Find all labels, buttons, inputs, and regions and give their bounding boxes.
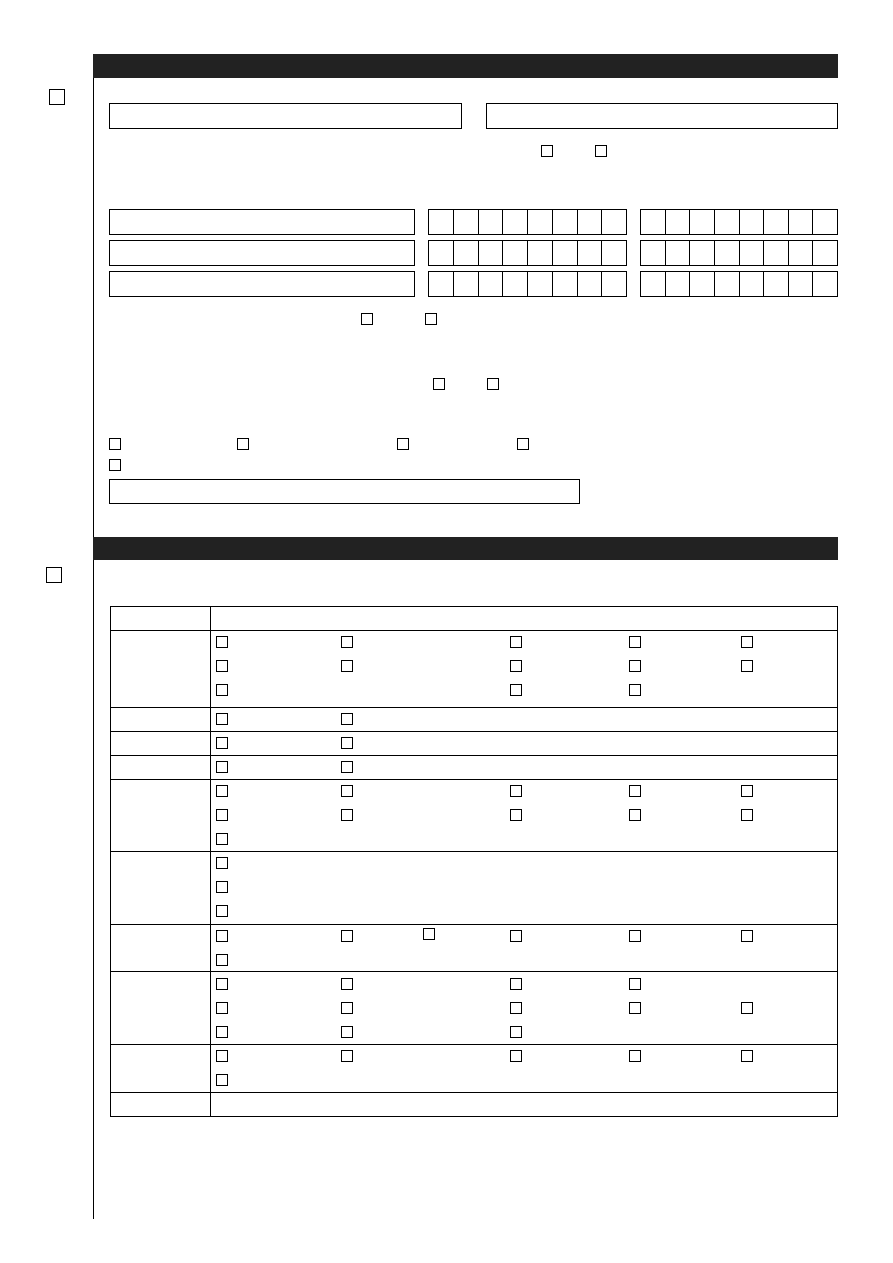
table-checkbox[interactable] — [216, 684, 228, 696]
table-checkbox[interactable] — [510, 809, 522, 821]
table-checkbox[interactable] — [510, 978, 522, 990]
option-yes-3[interactable] — [433, 378, 445, 390]
table-checkbox[interactable] — [629, 1002, 641, 1014]
option-no-3[interactable] — [487, 378, 499, 390]
table-checkbox[interactable] — [216, 905, 228, 917]
option-yes-1[interactable] — [541, 145, 553, 157]
table-checkbox[interactable] — [510, 1002, 522, 1014]
table-checkbox[interactable] — [341, 785, 353, 797]
table-checkbox[interactable] — [341, 1050, 353, 1062]
table-checkbox[interactable] — [510, 636, 522, 648]
option-d[interactable] — [517, 438, 529, 450]
digit-field-a-row-1[interactable] — [428, 209, 627, 235]
option-a[interactable] — [109, 438, 121, 450]
table-checkbox[interactable] — [423, 928, 435, 940]
table-checkbox[interactable] — [629, 684, 641, 696]
digit-field-a-row-2[interactable] — [428, 240, 627, 266]
table-checkbox[interactable] — [341, 978, 353, 990]
table-checkbox[interactable] — [510, 1050, 522, 1062]
table-checkbox[interactable] — [510, 684, 522, 696]
table-checkbox[interactable] — [629, 809, 641, 821]
table-checkbox[interactable] — [341, 636, 353, 648]
table-checkbox[interactable] — [216, 978, 228, 990]
table-checkbox[interactable] — [216, 660, 228, 672]
table-checkbox[interactable] — [216, 713, 228, 725]
table-checkbox[interactable] — [216, 1002, 228, 1014]
other-specify-field[interactable] — [109, 479, 580, 504]
field-name-left[interactable] — [109, 103, 462, 129]
text-field-row-2[interactable] — [109, 240, 415, 266]
table-row-line — [110, 1092, 838, 1093]
table-checkbox[interactable] — [216, 809, 228, 821]
table-checkbox[interactable] — [341, 930, 353, 942]
table-checkbox[interactable] — [741, 1050, 753, 1062]
option-no-2[interactable] — [425, 313, 437, 325]
table-checkbox[interactable] — [341, 1002, 353, 1014]
table-row-line — [110, 707, 838, 708]
table-checkbox[interactable] — [216, 1050, 228, 1062]
digit-field-a-row-3[interactable] — [428, 271, 627, 297]
table-row-line — [110, 971, 838, 972]
table-row-line — [110, 1044, 838, 1045]
table-checkbox[interactable] — [341, 1026, 353, 1038]
digit-field-b-row-3[interactable] — [640, 271, 838, 297]
section-1-header-bar — [93, 54, 838, 78]
section-1-checkbox[interactable] — [49, 89, 65, 105]
option-b[interactable] — [237, 438, 249, 450]
digit-field-b-row-1[interactable] — [640, 209, 838, 235]
table-checkbox[interactable] — [216, 833, 228, 845]
table-checkbox[interactable] — [341, 809, 353, 821]
table-checkbox[interactable] — [341, 713, 353, 725]
table-checkbox[interactable] — [510, 930, 522, 942]
option-no-1[interactable] — [595, 145, 607, 157]
table-checkbox[interactable] — [341, 660, 353, 672]
table-checkbox[interactable] — [216, 636, 228, 648]
table-checkbox[interactable] — [216, 881, 228, 893]
table-checkbox[interactable] — [741, 660, 753, 672]
table-checkbox[interactable] — [741, 930, 753, 942]
table-row-line — [110, 731, 838, 732]
option-yes-2[interactable] — [361, 313, 373, 325]
digit-field-b-row-2[interactable] — [640, 240, 838, 266]
table-row-line — [110, 851, 838, 852]
section-2-checkbox[interactable] — [46, 567, 62, 583]
left-margin-rule — [93, 54, 94, 1219]
table-checkbox[interactable] — [216, 785, 228, 797]
table-checkbox[interactable] — [510, 785, 522, 797]
table-column-divider — [210, 606, 211, 1117]
section-2-header-bar — [93, 537, 838, 560]
table-checkbox[interactable] — [629, 930, 641, 942]
table-checkbox[interactable] — [510, 660, 522, 672]
table-checkbox[interactable] — [341, 737, 353, 749]
table-checkbox[interactable] — [216, 761, 228, 773]
table-checkbox[interactable] — [629, 636, 641, 648]
table-checkbox[interactable] — [629, 785, 641, 797]
table-checkbox[interactable] — [216, 1026, 228, 1038]
table-checkbox[interactable] — [216, 954, 228, 966]
text-field-row-1[interactable] — [109, 209, 415, 235]
table-row-line — [110, 630, 838, 631]
table-checkbox[interactable] — [510, 1026, 522, 1038]
table-checkbox[interactable] — [741, 785, 753, 797]
table-checkbox[interactable] — [216, 737, 228, 749]
table-checkbox[interactable] — [341, 761, 353, 773]
table-checkbox[interactable] — [741, 809, 753, 821]
table-checkbox[interactable] — [629, 1050, 641, 1062]
option-c[interactable] — [397, 438, 409, 450]
table-checkbox[interactable] — [629, 660, 641, 672]
text-field-row-3[interactable] — [109, 271, 415, 297]
table-checkbox[interactable] — [216, 857, 228, 869]
table-checkbox[interactable] — [741, 1002, 753, 1014]
table-row-line — [110, 779, 838, 780]
option-other[interactable] — [109, 459, 121, 471]
table-row-line — [110, 755, 838, 756]
table-row-line — [110, 924, 838, 925]
table-checkbox[interactable] — [216, 930, 228, 942]
table-checkbox[interactable] — [216, 1074, 228, 1086]
field-name-right[interactable] — [486, 103, 838, 129]
table-checkbox[interactable] — [741, 636, 753, 648]
table-checkbox[interactable] — [629, 978, 641, 990]
